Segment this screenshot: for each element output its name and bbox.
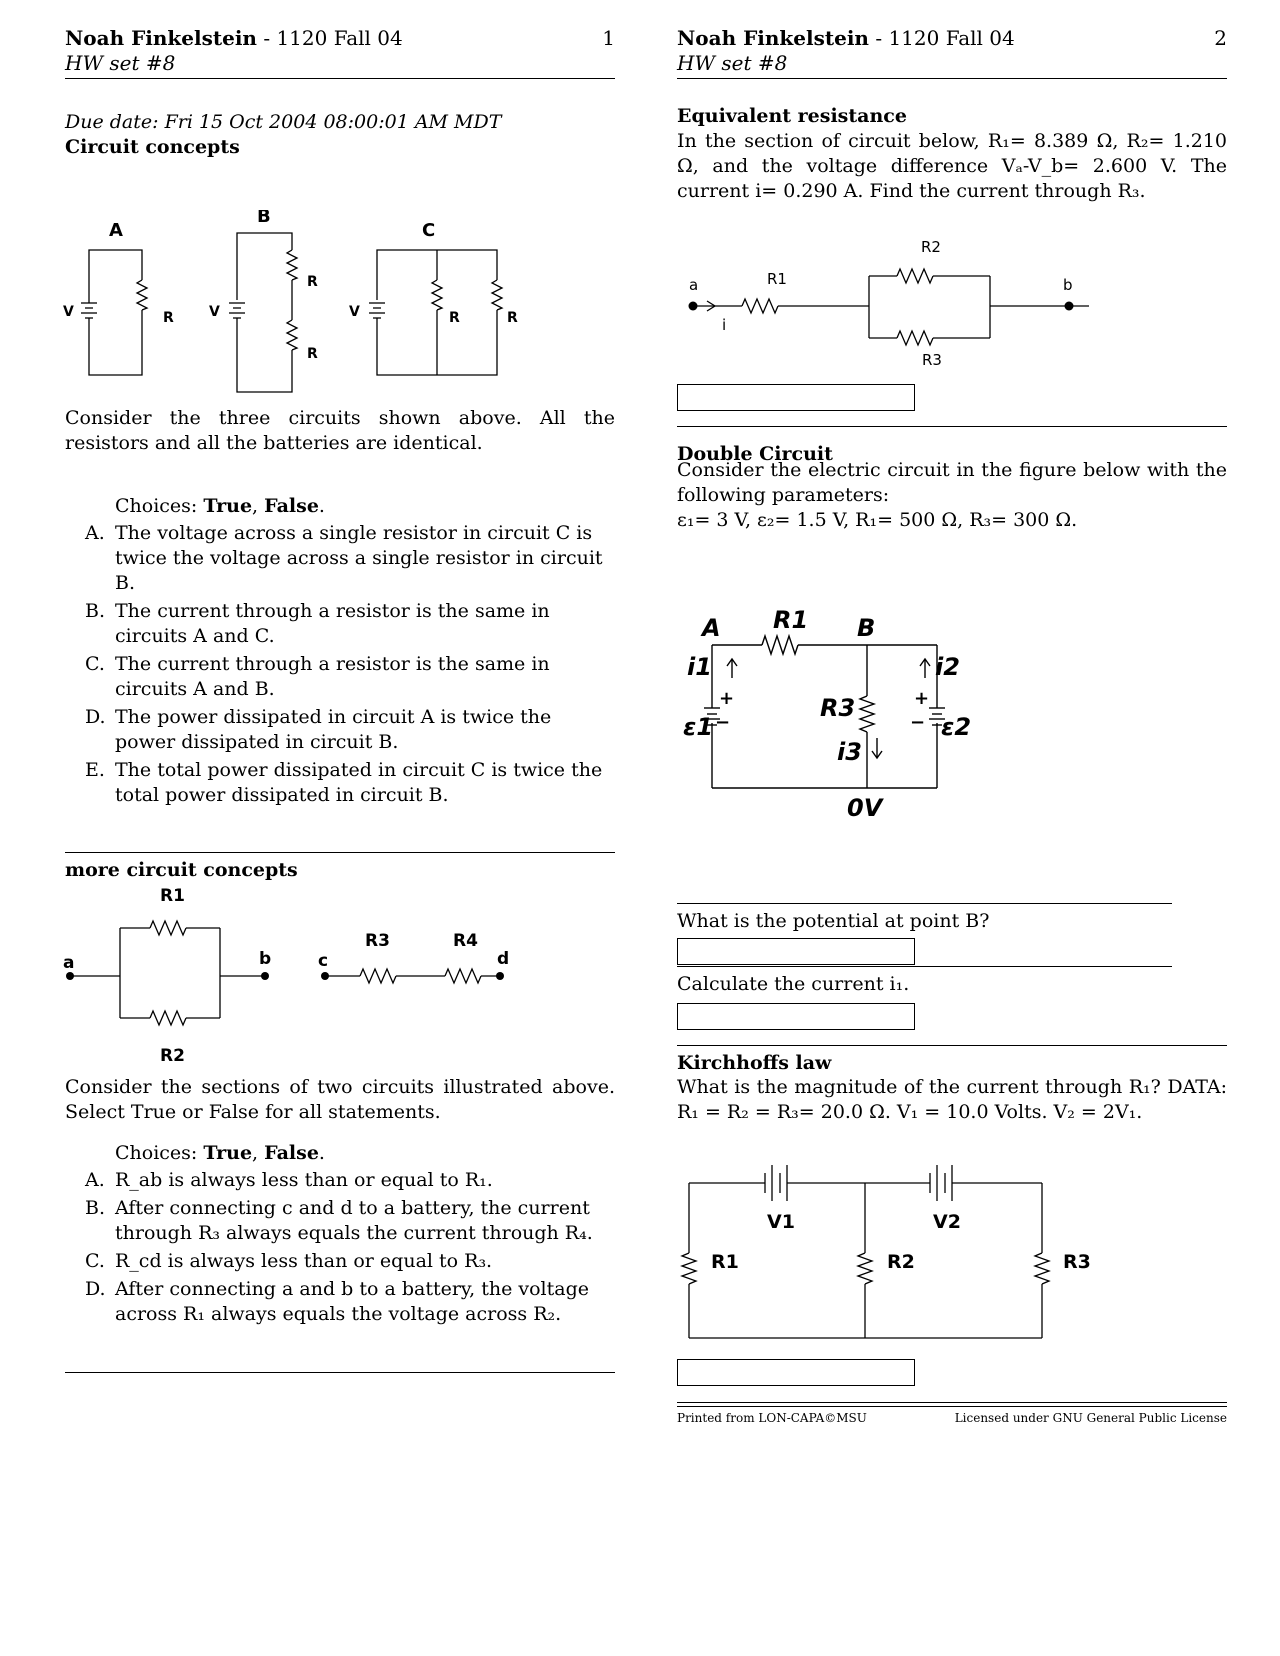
question-text: What is the magnitude of the current through R₁? DATA: R₁ = R₂ = R₃= 20.0 Ω. V₁ = 10.0 Volts. V₂ = 2V₁. xyxy=(677,1076,1227,1123)
choice-item[interactable]: C. R_cd is always less than or equal to R₃. xyxy=(85,1250,493,1272)
fig-label-zero-volts: 0V xyxy=(847,794,883,822)
fig-label-r2: R2 xyxy=(160,1046,185,1066)
page-number: 2 xyxy=(1214,26,1227,50)
fig-label-r3: R3 xyxy=(820,694,856,722)
choice-item[interactable]: B. The current through a resistor is the same in circuits A and C. xyxy=(85,600,550,647)
fig-label-i1: i1 xyxy=(687,653,712,681)
fig-label-r4: R4 xyxy=(453,931,478,951)
section-divider xyxy=(677,966,1172,967)
fig-label-r3: R3 xyxy=(365,931,390,951)
fig-label-r1: R1 xyxy=(773,606,809,634)
fig-label-r: R xyxy=(163,310,174,326)
fig-label-e1: ε1 xyxy=(683,713,714,741)
section-divider xyxy=(65,852,615,853)
fig-label-r: R xyxy=(449,310,460,326)
fig-label-r: R xyxy=(307,346,318,362)
footer-divider xyxy=(677,1406,1227,1407)
fig-label-d: d xyxy=(497,949,510,969)
question-text: In the section of circuit below, R₁= 8.389 Ω, R₂= 1.210 Ω, and the voltage difference Vₐ-V_b= 2.600 V. The current i= 0.290 A. Find the current through R₃. xyxy=(677,130,1227,202)
question-potential-b: What is the potential at point B? xyxy=(677,910,990,932)
svg-text:+: + xyxy=(914,688,930,709)
fig-label-a: A xyxy=(702,614,721,642)
section-title-kirchhoffs-law: Kirchhoffs law xyxy=(677,1052,832,1074)
section-divider xyxy=(677,1045,1227,1046)
footer-license: Licensed under GNU General Public License xyxy=(954,1411,1227,1425)
fig-label-v: V xyxy=(349,304,360,320)
fig-label-b: B xyxy=(857,614,876,642)
choice-item[interactable]: B. After connecting c and d to a battery, the current through R₃ always equals the current through R₄. xyxy=(85,1197,593,1244)
fig-label-r: R xyxy=(307,274,318,290)
fig-label-r2: R2 xyxy=(921,238,941,256)
fig-label-r3: R3 xyxy=(922,351,942,368)
section-divider xyxy=(677,903,1172,904)
fig-label-r1: R1 xyxy=(711,1251,739,1273)
kirchhoff-figure xyxy=(677,1158,1097,1348)
question-text: Consider the sections of two circuits illustrated above. Select True or False for all statements. xyxy=(65,1076,615,1123)
choices-list xyxy=(65,1168,615,1330)
choice-item[interactable]: E. The total power dissipated in circuit C is twice the total power dissipated in circuit B. xyxy=(85,759,603,806)
fig-label-r1: R1 xyxy=(767,270,787,288)
choice-item[interactable]: C. The current through a resistor is the same in circuits A and B. xyxy=(85,653,550,700)
answer-field-potential-b[interactable] xyxy=(677,938,915,965)
answer-field-current-i1[interactable] xyxy=(677,1003,915,1030)
choices-line: Choices: True, False. xyxy=(115,1142,325,1164)
fig-label-r: R xyxy=(507,310,518,326)
svg-text:−: − xyxy=(715,712,731,733)
section-divider xyxy=(677,426,1227,427)
two-sections-figure xyxy=(60,878,620,1068)
page-header xyxy=(677,26,1227,79)
fig-label-v: V xyxy=(209,304,220,320)
answer-field[interactable] xyxy=(677,384,915,411)
fig-label-circuit-b: B xyxy=(257,210,271,227)
section-title-equivalent-resistance: Equivalent resistance xyxy=(677,105,907,127)
fig-label-circuit-c: C xyxy=(422,220,436,241)
section-divider xyxy=(65,1372,615,1373)
fig-label-b: b xyxy=(1063,276,1073,294)
header-hw: HW set #8 xyxy=(677,51,788,75)
choices-line: Choices: True, False. xyxy=(115,495,325,517)
fig-label-i: i xyxy=(722,316,727,334)
fig-label-b: b xyxy=(259,949,272,969)
choice-item[interactable]: A. R_ab is always less than or equal to R₁. xyxy=(85,1169,493,1191)
choice-item[interactable]: A. The voltage across a single resistor in circuit C is twice the voltage across a single resistor in circuit B. xyxy=(85,522,603,594)
section-title-double-circuit: Double Circuit xyxy=(677,443,833,465)
answer-field[interactable] xyxy=(677,1359,915,1386)
fig-label-e2: ε2 xyxy=(941,713,972,741)
svg-text:+: + xyxy=(719,688,735,709)
fig-label-v1: V1 xyxy=(767,1211,795,1233)
fig-label-i2: i2 xyxy=(935,653,960,681)
fig-label-v2: V2 xyxy=(933,1211,961,1233)
svg-text:−: − xyxy=(910,712,926,733)
question-current-i1: Calculate the current i₁. xyxy=(677,973,910,995)
due-date: Due date: Fri 15 Oct 2004 08:00:01 AM MDT xyxy=(65,111,502,133)
question-text: Consider the three circuits shown above. All the resistors and all the batteries are identical. xyxy=(65,407,615,454)
fig-label-r3: R3 xyxy=(1063,1251,1091,1273)
double-circuit-figure xyxy=(677,598,977,823)
page-header xyxy=(65,26,615,79)
header-title: Noah Finkelstein - 1120 Fall 04 xyxy=(65,26,403,50)
section-title-circuit-concepts: Circuit concepts xyxy=(65,136,240,158)
fig-label-a: a xyxy=(689,276,699,294)
fig-label-r2: R2 xyxy=(887,1251,915,1273)
fig-label-circuit-a: A xyxy=(109,220,123,241)
footer-printed-from: Printed from LON-CAPA©MSU xyxy=(677,1411,867,1425)
fig-label-c: c xyxy=(318,951,329,971)
fig-label-v: V xyxy=(63,304,74,320)
choice-item[interactable]: D. The power dissipated in circuit A is twice the power dissipated in circuit B. xyxy=(85,706,552,753)
question-text: Consider the electric circuit in the figure below with the following parameters: xyxy=(677,459,1227,506)
page-number: 1 xyxy=(602,26,615,50)
fig-label-a: a xyxy=(63,953,75,973)
fig-label-i3: i3 xyxy=(837,738,862,766)
fig-label-r1: R1 xyxy=(160,886,185,906)
footer-divider xyxy=(677,1402,1227,1403)
three-circuits-figure xyxy=(57,210,617,410)
section-title-more-concepts: more circuit concepts xyxy=(65,859,298,881)
header-hw: HW set #8 xyxy=(65,51,176,75)
parameters-text: ε₁= 3 V, ε₂= 1.5 V, R₁= 500 Ω, R₃= 300 Ω. xyxy=(677,509,1078,531)
choice-item[interactable]: D. After connecting a and b to a battery, the voltage across R₁ always equals the voltage across R₂. xyxy=(85,1278,589,1325)
equivalent-resistance-figure xyxy=(677,238,1097,368)
header-title: Noah Finkelstein - 1120 Fall 04 xyxy=(677,26,1015,50)
choices-list xyxy=(65,521,615,811)
